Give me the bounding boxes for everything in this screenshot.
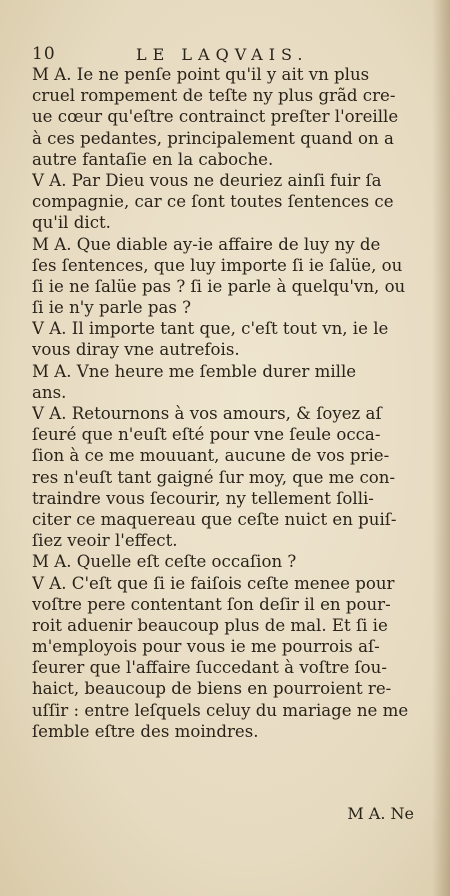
text-line: vous diray vne autrefois. (32, 340, 240, 360)
text-line: ſiez veoir l'effect. (32, 531, 178, 551)
text-line: citer ce maquereau que ceſte nuict en puiſ- (32, 509, 397, 529)
text-line: V A. Retournons à vos amours, & ſoyez aſ (32, 404, 382, 423)
text-line: ſeuré que n'euſt eſté pour vne ſeule occa- (32, 425, 381, 445)
text-line: M A. Vne heure me ſemble durer mille (32, 361, 357, 381)
text-line: haict, beaucoup de biens en pourroient re- (32, 679, 392, 699)
page-number: 10 (32, 44, 56, 64)
text-line: ſi ie n'y parle pas ? (32, 298, 192, 318)
text-line: autre fantaſie en la caboche. (32, 149, 274, 169)
text-line: V A. Il importe tant que, c'eſt tout vn, ie le (32, 319, 389, 339)
text-line: ſeurer que l'affaire ſuccedant à voſtre ſou- (32, 658, 387, 678)
text-line: V A. Par Dieu vous ne deuriez ainſi fuir ſa (32, 170, 382, 190)
text-line: qu'il dict. (32, 213, 111, 233)
catchword: M A. Ne (347, 804, 414, 823)
page-header (32, 44, 420, 66)
text-line: voſtre pere contentant ſon deſir il en pour- (32, 594, 391, 614)
text-line: ſemble eſtre des moindres. (32, 721, 259, 741)
text-line: res n'euſt tant gaigné ſur moy, que me con- (32, 467, 396, 487)
text-line: uſſir : entre leſquels celuy du mariage ne me (32, 700, 409, 720)
text-line: M A. Ie ne penſe point qu'il y ait vn plus (32, 65, 370, 84)
text-line: M A. Que diable ay-ie affaire de luy ny de (32, 234, 381, 254)
text-line: à ces pedantes, principalement quand on a (32, 128, 394, 148)
running-title: LE LAQVAIS. (136, 45, 309, 64)
text-line: ſes ſentences, que luy importe ſi ie ſalüe, ou (32, 255, 403, 275)
text-line: ſi ie ne ſalüe pas ? ſi ie parle à quelqu'vn, ou (32, 276, 406, 296)
text-line: cruel rompement de teſte ny plus grãd cre- (32, 86, 396, 106)
text-line: m'employois pour vous ie me pourrois aſ- (32, 637, 380, 657)
text-line: compagnie, car ce ſont toutes ſentences ce (32, 192, 394, 212)
text-line: M A. Quelle eſt ceſte occaſion ? (32, 552, 297, 572)
body-text (32, 64, 422, 742)
text-line: V A. C'eſt que ſi ie faiſois ceſte menee pour (32, 573, 395, 593)
text-line: ſion à ce me mouuant, aucune de vos prie- (32, 446, 390, 466)
text-line: roit aduenir beaucoup plus de mal. Et ſi ie (32, 615, 388, 635)
text-line: ue cœur qu'eſtre contrainct preſter l'oreille (32, 107, 399, 127)
text-line: ans. (32, 382, 67, 402)
text-line: traindre vous ſecourir, ny tellement ſolli- (32, 488, 374, 508)
